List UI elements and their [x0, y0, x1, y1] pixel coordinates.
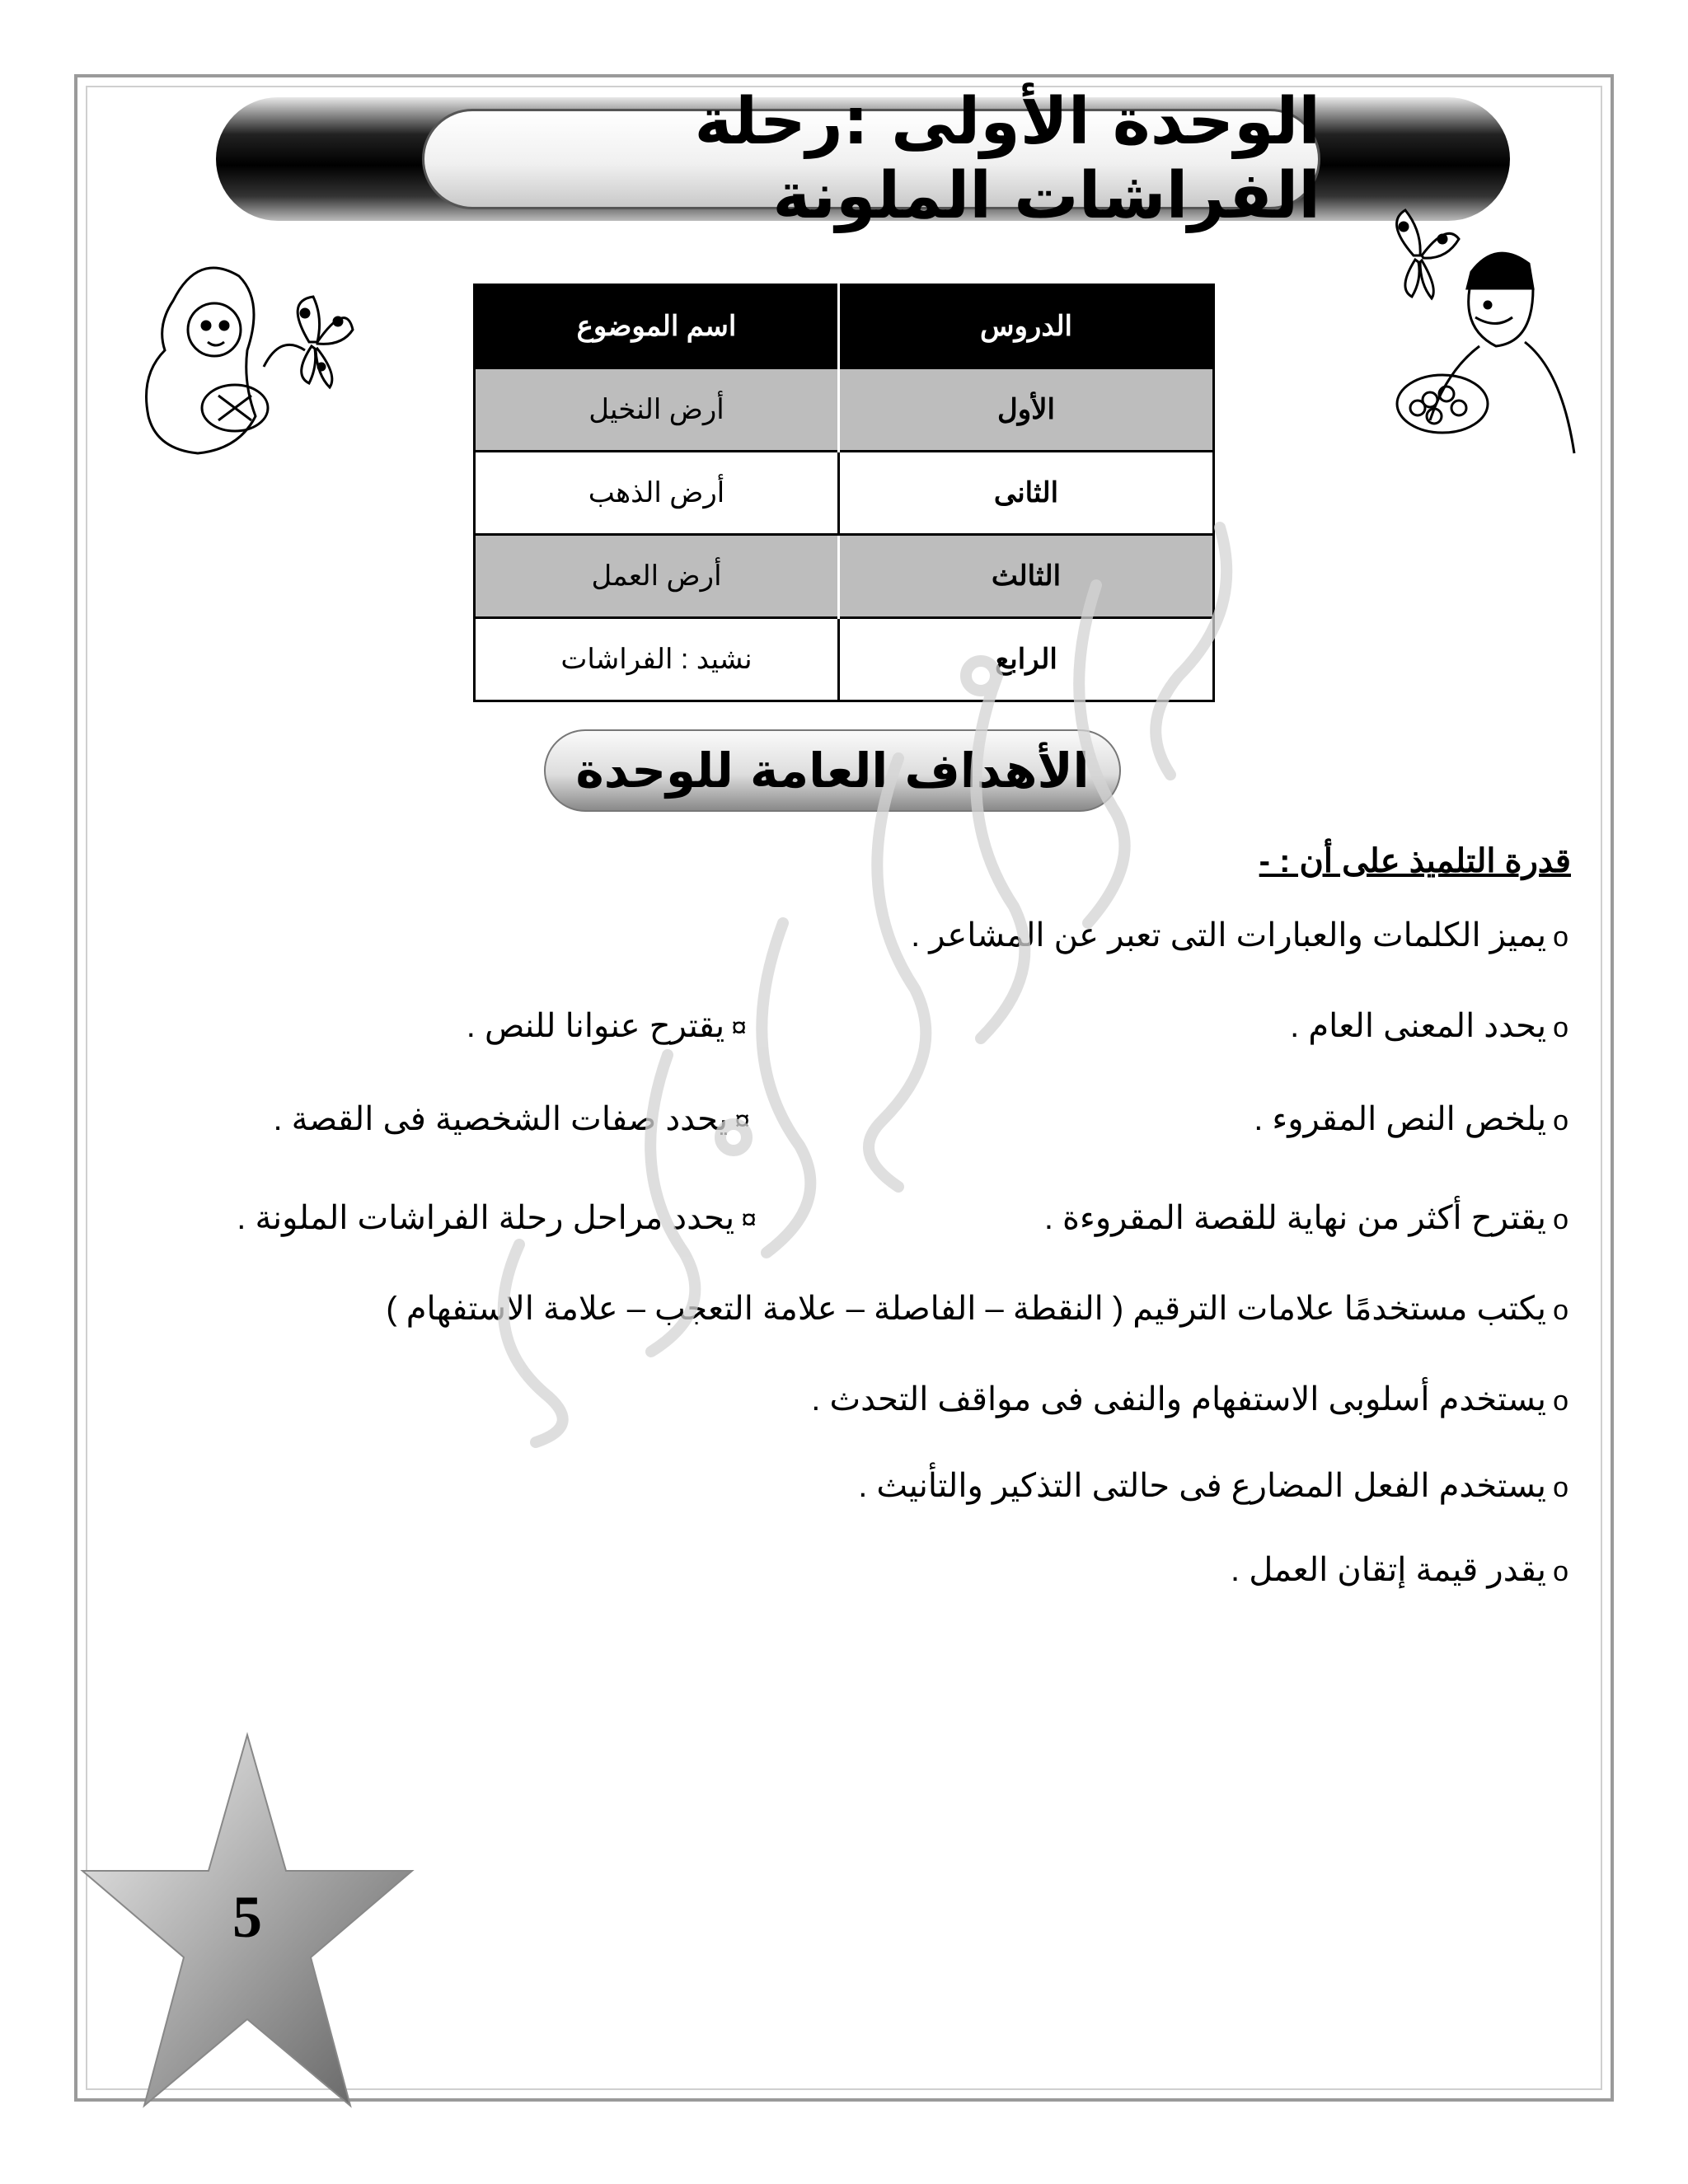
- currency-bullet-icon: ¤: [741, 1204, 757, 1235]
- goal-item: ¤يحدد مراحل رحلة الفراشات الملونة .: [237, 1200, 757, 1236]
- topic-cell: أرض العمل: [475, 535, 839, 618]
- topic-cell: أرض الذهب: [475, 452, 839, 535]
- lesson-cell: الثانى: [839, 452, 1214, 535]
- currency-bullet-icon: ¤: [734, 1105, 750, 1137]
- circle-bullet-icon: o: [1553, 1105, 1568, 1137]
- butterfly-icon: [1397, 210, 1459, 298]
- lessons-table: [473, 284, 1215, 702]
- circle-bullet-icon: o: [1553, 921, 1568, 953]
- lesson-cell: الثالث: [839, 535, 1214, 618]
- unit-title: الوحدة الأولى :رحلة الفراشات الملونة: [694, 85, 1320, 233]
- lesson-cell: الأول: [839, 368, 1214, 452]
- table-row: [475, 535, 1214, 618]
- topic-cell: أرض النخيل: [475, 368, 839, 452]
- goal-item: oيلخص النص المقروء .: [1254, 1101, 1568, 1137]
- circle-bullet-icon: o: [1553, 1472, 1568, 1503]
- man-basket-illustration: [1381, 206, 1587, 462]
- goal-item: oيستخدم أسلوبى الاستفهام والنفى فى مواقف التحدث .: [811, 1381, 1568, 1418]
- goal-item: oيستخدم الفعل المضارع فى حالتى التذكير والتأنيث .: [858, 1468, 1568, 1504]
- goals-heading: الأهداف العامة للوحدة: [575, 743, 1090, 799]
- goal-item: oيميز الكلمات والعبارات التى تعبر عن المشاعر .: [911, 917, 1568, 954]
- header-topic-name: اسم الموضوع: [475, 285, 839, 368]
- table-row: [475, 368, 1214, 452]
- unit-title-banner: [216, 85, 1510, 233]
- goal-item: oيقترح أكثر من نهاية للقصة المقروءة .: [1043, 1200, 1568, 1236]
- currency-bullet-icon: ¤: [731, 1012, 747, 1043]
- ability-heading: قدرة التلميذ على أن : -: [1259, 843, 1571, 879]
- girl-butterfly-illustration: [140, 251, 354, 457]
- butterfly-icon: [298, 297, 353, 387]
- header-lessons: الدروس: [839, 285, 1214, 368]
- table-row: [475, 618, 1214, 701]
- page-number: 5: [232, 1884, 262, 1950]
- circle-bullet-icon: o: [1553, 1556, 1568, 1587]
- table-row: [475, 452, 1214, 535]
- lesson-cell: الرابع: [839, 618, 1214, 701]
- goal-item: ¤يحدد صفات الشخصية فى القصة .: [273, 1101, 750, 1137]
- goal-item: oيكتب مستخدمًا علامات الترقيم ( النقطة – الفاصلة – علامة التعجب – علامة الاستفهام ): [386, 1291, 1568, 1327]
- goal-item: ¤يقترح عنوانا للنص .: [466, 1008, 747, 1044]
- goal-item: oيحدد المعنى العام .: [1290, 1008, 1568, 1044]
- circle-bullet-icon: o: [1553, 1385, 1568, 1417]
- table-header-row: [475, 285, 1214, 368]
- circle-bullet-icon: o: [1553, 1012, 1568, 1043]
- topic-cell: نشيد : الفراشات: [475, 618, 839, 701]
- goal-item: oيقدر قيمة إتقان العمل .: [1231, 1552, 1568, 1588]
- circle-bullet-icon: o: [1553, 1295, 1568, 1326]
- circle-bullet-icon: o: [1553, 1204, 1568, 1235]
